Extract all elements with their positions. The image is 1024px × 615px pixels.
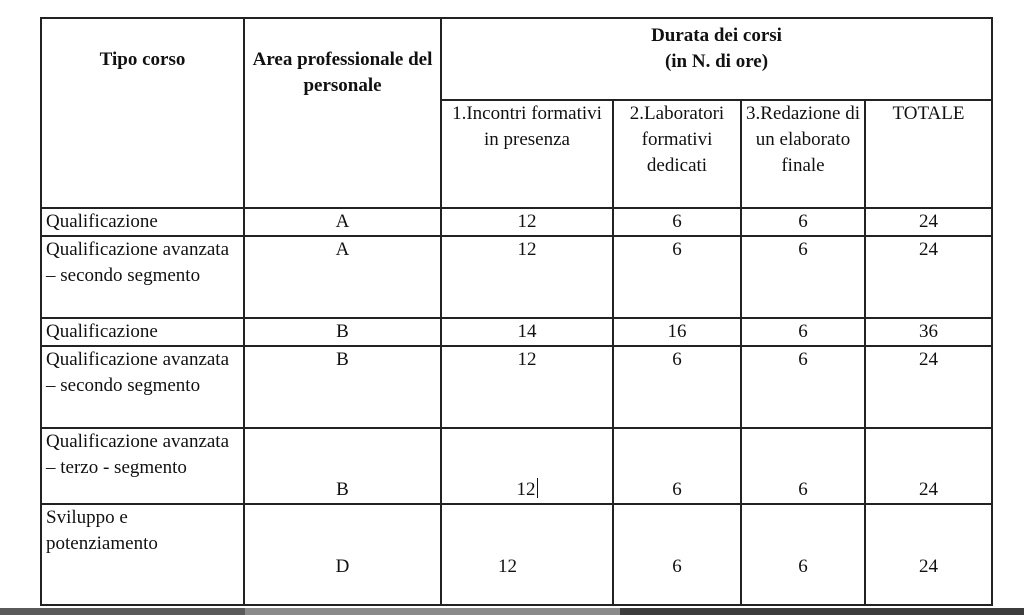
header-durata-corsi xyxy=(441,18,992,100)
table-row xyxy=(41,208,992,236)
text-cursor xyxy=(537,478,538,498)
cell-totale: 24 xyxy=(865,208,992,236)
cell-redazione: 6 xyxy=(741,236,865,318)
cell-laboratori: 6 xyxy=(613,504,741,605)
table-row xyxy=(41,318,992,346)
cell-laboratori: 6 xyxy=(613,428,741,504)
table-row xyxy=(41,236,992,318)
cell-area: A xyxy=(244,208,441,236)
cell-laboratori: 6 xyxy=(613,208,741,236)
header-redazione: 3.Redazione di un elaborato finale xyxy=(741,100,865,208)
cell-totale: 24 xyxy=(865,428,992,504)
cell-tipo: Sviluppo e potenziamento xyxy=(41,504,244,605)
cell-incontri: 12 xyxy=(441,346,613,428)
cell-incontri: 12 xyxy=(441,504,613,605)
table-row xyxy=(41,428,992,504)
cell-redazione: 6 xyxy=(741,318,865,346)
bottom-bar xyxy=(0,608,1024,615)
cell-incontri-value: 12 xyxy=(516,479,536,500)
cell-incontri: 14 xyxy=(441,318,613,346)
cell-incontri xyxy=(441,428,613,504)
cell-tipo: Qualificazione xyxy=(41,208,244,236)
cell-tipo: Qualificazione avanzata – terzo - segmento xyxy=(41,428,244,504)
table-row xyxy=(41,346,992,428)
cell-area: A xyxy=(244,236,441,318)
header-row-top xyxy=(41,18,992,100)
header-durata-line1: Durata dei corsi xyxy=(651,25,782,46)
cell-incontri: 12 xyxy=(441,208,613,236)
cell-tipo: Qualificazione avanzata – secondo segmento xyxy=(41,236,244,318)
cell-totale: 24 xyxy=(865,346,992,428)
header-tipo-corso: Tipo corso xyxy=(41,18,244,208)
cell-incontri: 12 xyxy=(441,236,613,318)
table-row xyxy=(41,504,992,605)
cell-area: D xyxy=(244,504,441,605)
cell-totale: 36 xyxy=(865,318,992,346)
course-duration-table xyxy=(40,17,993,606)
header-incontri: 1.Incontri formativi in presenza xyxy=(441,100,613,208)
cell-totale: 24 xyxy=(865,236,992,318)
header-totale: TOTALE xyxy=(865,100,992,208)
cell-tipo: Qualificazione avanzata – secondo segmento xyxy=(41,346,244,428)
cell-laboratori: 6 xyxy=(613,346,741,428)
cell-tipo: Qualificazione xyxy=(41,318,244,346)
header-durata-line2: (in N. di ore) xyxy=(664,51,769,72)
cell-area: B xyxy=(244,346,441,428)
cell-laboratori: 16 xyxy=(613,318,741,346)
header-laboratori: 2.Laboratori formativi dedicati xyxy=(613,100,741,208)
cell-redazione: 6 xyxy=(741,504,865,605)
cell-laboratori: 6 xyxy=(613,236,741,318)
cell-redazione: 6 xyxy=(741,428,865,504)
cell-redazione: 6 xyxy=(741,208,865,236)
cell-area: B xyxy=(244,318,441,346)
header-area-professionale: Area professionale del personale xyxy=(244,18,441,208)
cell-totale: 24 xyxy=(865,504,992,605)
cell-area: B xyxy=(244,428,441,504)
cell-redazione: 6 xyxy=(741,346,865,428)
